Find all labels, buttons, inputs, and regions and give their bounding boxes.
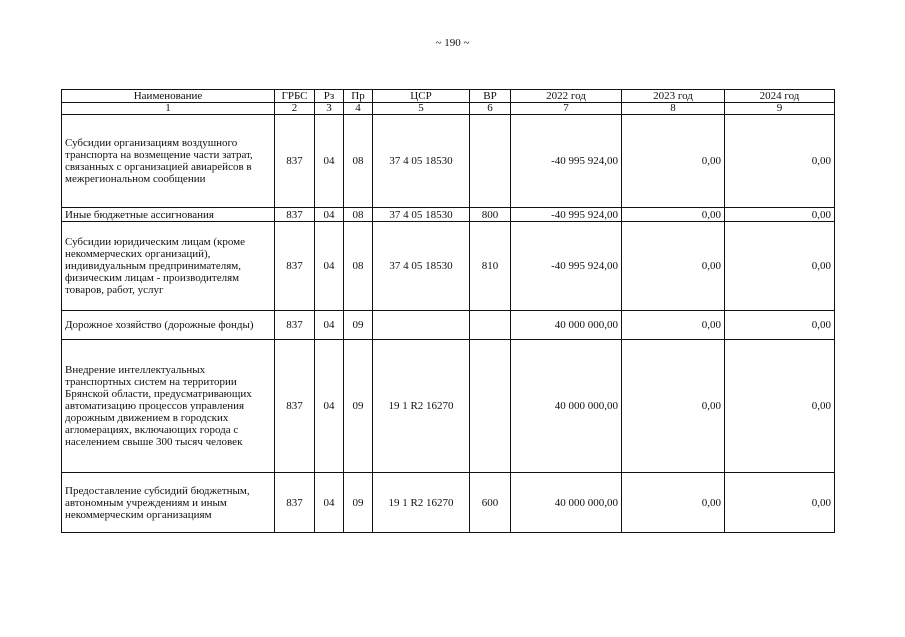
column-number: 1 — [62, 103, 275, 115]
table-row — [62, 115, 835, 208]
header-csr: ЦСР — [373, 90, 470, 103]
column-number: 2 — [275, 103, 315, 115]
row-name: Субсидии организациям воздушного транспорта на возмещение части затрат, связанных с организацией авиарейсов в межрегиональном сообщении — [62, 115, 275, 208]
row-2023: 0,00 — [622, 115, 725, 208]
row-rz: 04 — [315, 340, 344, 473]
row-2024: 0,00 — [725, 208, 835, 222]
column-number: 4 — [344, 103, 373, 115]
row-2022: -40 995 924,00 — [511, 208, 622, 222]
page-number: ~ 190 ~ — [435, 37, 470, 49]
row-pr: 09 — [344, 340, 373, 473]
row-rz: 04 — [315, 473, 344, 533]
row-2023: 0,00 — [622, 208, 725, 222]
row-grbs: 837 — [275, 222, 315, 311]
row-2022: 40 000 000,00 — [511, 473, 622, 533]
row-name: Внедрение интеллектуальных транспортных систем на территории Брянской области, предусматривающих автоматизацию процессов управления дорожным движением в городских агломерациях, включающих города с населением свыше 300 тысяч человек — [62, 340, 275, 473]
column-number: 7 — [511, 103, 622, 115]
row-csr — [373, 311, 470, 340]
row-rz: 04 — [315, 115, 344, 208]
row-2022: 40 000 000,00 — [511, 340, 622, 473]
column-number: 3 — [315, 103, 344, 115]
row-2024: 0,00 — [725, 115, 835, 208]
row-pr: 08 — [344, 208, 373, 222]
row-csr: 37 4 05 18530 — [373, 222, 470, 311]
table-row — [62, 340, 835, 473]
row-pr: 08 — [344, 222, 373, 311]
row-2023: 0,00 — [622, 311, 725, 340]
row-grbs: 837 — [275, 115, 315, 208]
row-name: Предоставление субсидий бюджетным, автономным учреждениям и иным некоммерческим организациям — [62, 473, 275, 533]
row-csr: 19 1 R2 16270 — [373, 340, 470, 473]
row-vr — [470, 115, 511, 208]
column-number: 9 — [725, 103, 835, 115]
row-2024: 0,00 — [725, 473, 835, 533]
row-2024: 0,00 — [725, 222, 835, 311]
row-2022: -40 995 924,00 — [511, 222, 622, 311]
row-grbs: 837 — [275, 311, 315, 340]
row-2022: -40 995 924,00 — [511, 115, 622, 208]
row-grbs: 837 — [275, 473, 315, 533]
header-row — [62, 90, 835, 103]
row-pr: 09 — [344, 473, 373, 533]
row-vr: 810 — [470, 222, 511, 311]
row-name: Дорожное хозяйство (дорожные фонды) — [62, 311, 275, 340]
header-name: Наименование — [62, 90, 275, 103]
row-rz: 04 — [315, 311, 344, 340]
row-2024: 0,00 — [725, 340, 835, 473]
column-number: 6 — [470, 103, 511, 115]
column-number: 5 — [373, 103, 470, 115]
row-name: Субсидии юридическим лицам (кроме некоммерческих организаций), индивидуальным предпринимателям, физическим лицам - производителям товаров, работ, услуг — [62, 222, 275, 311]
row-2022: 40 000 000,00 — [511, 311, 622, 340]
row-vr — [470, 340, 511, 473]
budget-table — [61, 89, 835, 533]
table-row — [62, 311, 835, 340]
row-vr: 600 — [470, 473, 511, 533]
row-csr: 37 4 05 18530 — [373, 208, 470, 222]
row-2023: 0,00 — [622, 340, 725, 473]
row-2023: 0,00 — [622, 473, 725, 533]
header-vr: ВР — [470, 90, 511, 103]
row-csr: 37 4 05 18530 — [373, 115, 470, 208]
row-rz: 04 — [315, 222, 344, 311]
table-row — [62, 208, 835, 222]
table-row — [62, 222, 835, 311]
row-grbs: 837 — [275, 340, 315, 473]
row-rz: 04 — [315, 208, 344, 222]
row-csr: 19 1 R2 16270 — [373, 473, 470, 533]
header-2022: 2022 год — [511, 90, 622, 103]
column-number-row — [62, 103, 835, 115]
header-2024: 2024 год — [725, 90, 835, 103]
row-grbs: 837 — [275, 208, 315, 222]
row-2023: 0,00 — [622, 222, 725, 311]
column-number: 8 — [622, 103, 725, 115]
header-2023: 2023 год — [622, 90, 725, 103]
header-rz: Рз — [315, 90, 344, 103]
row-pr: 08 — [344, 115, 373, 208]
row-vr — [470, 311, 511, 340]
row-name: Иные бюджетные ассигнования — [62, 208, 275, 222]
header-grbs: ГРБС — [275, 90, 315, 103]
row-pr: 09 — [344, 311, 373, 340]
table-row — [62, 473, 835, 533]
header-pr: Пр — [344, 90, 373, 103]
row-2024: 0,00 — [725, 311, 835, 340]
row-vr: 800 — [470, 208, 511, 222]
